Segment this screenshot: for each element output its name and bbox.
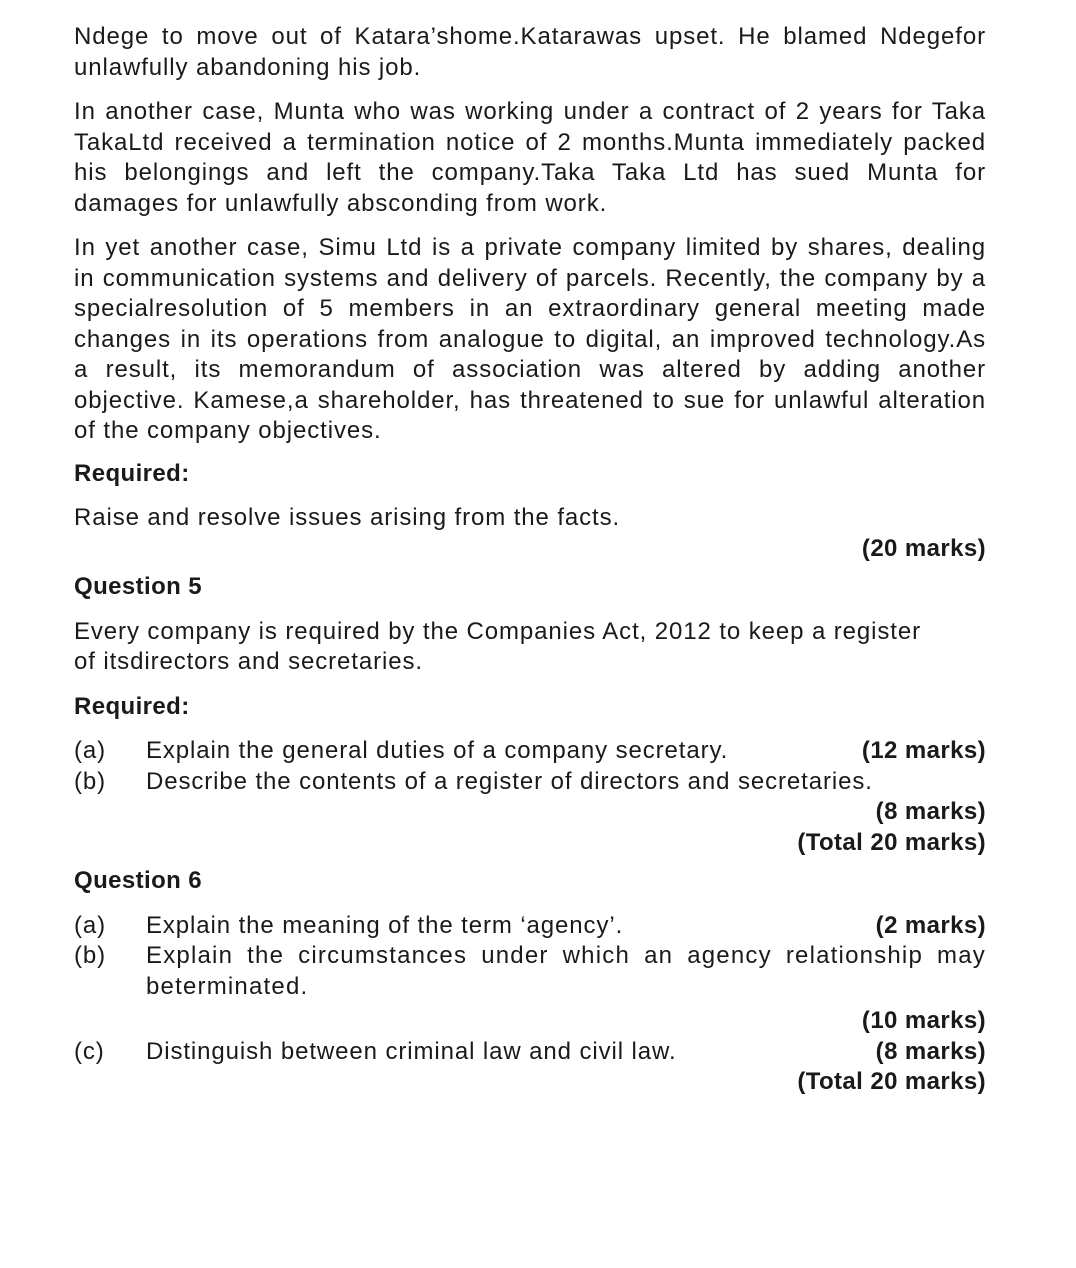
part-text: Explain the general duties of a company secretary. xyxy=(146,737,729,764)
part-text: Explain the meaning of the term ‘agency’. xyxy=(146,911,624,939)
part-text: Distinguish between criminal law and civil law. xyxy=(146,1037,677,1065)
task-text: Raise and resolve issues arising from the facts. xyxy=(74,504,621,531)
question-5-part-a xyxy=(74,736,986,767)
question-5-intro: Every company is required by the Companies Act, 2012 to keep a register of itsdirectors and secretaries. xyxy=(74,617,921,675)
part-text: Describe the contents of a register of directors and secretaries. xyxy=(146,767,873,795)
marks-label: (20 marks) xyxy=(861,534,986,562)
part-marks: (8 marks) xyxy=(875,1037,986,1065)
question-6-part-a xyxy=(74,911,986,942)
question-6-part-c xyxy=(74,1037,986,1068)
exam-page xyxy=(74,22,986,1098)
part-text: Explain the circumstances under which an agency relationship may beterminated. xyxy=(146,942,986,1000)
required-heading: Required: xyxy=(74,459,190,487)
part-marks: (2 marks) xyxy=(875,911,986,939)
part-marks: (8 marks) xyxy=(875,798,986,825)
part-label: (b) xyxy=(74,942,107,969)
question-5-title: Question 5 xyxy=(74,573,203,600)
part-marks: (10 marks) xyxy=(861,1007,986,1034)
part-label: (a) xyxy=(74,911,107,939)
question-6-part-b xyxy=(74,941,986,1002)
case-paragraph-munta: In another case, Munta who was working under a contract of 2 years for Taka TakaLtd received a termination notice of 2 months.Munta immediately packed his belongings and left the company.Taka Taka Ltd has sued Munta for damages for unlawfully absconding from work. xyxy=(74,98,986,217)
question-6-title: Question 6 xyxy=(74,867,203,894)
part-marks: (12 marks) xyxy=(861,737,986,764)
total-marks: (Total 20 marks) xyxy=(797,1068,986,1095)
part-label: (a) xyxy=(74,737,107,764)
case-paragraph-simu: In yet another case, Simu Ltd is a private company limited by shares, dealing in communication systems and delivery of parcels. Recently, the company by a specialresolution of 5 members in an extraordinary general meeting made changes in its operations from analogue to digital, an improved technology.As a result, its memorandum of association was altered by adding another objective. Kamese,a shareholder, has threatened to sue for unlawful alteration of the company objectives. xyxy=(74,234,986,444)
total-marks: (Total 20 marks) xyxy=(797,828,986,856)
part-label: (b) xyxy=(74,767,107,795)
question-5-required: Required: xyxy=(74,692,190,720)
question-5-part-b xyxy=(74,767,986,798)
case-paragraph-ndege: Ndege to move out of Katara’shome.Katarawas upset. He blamed Ndegefor unlawfully abandoning his job. xyxy=(74,23,986,81)
part-label: (c) xyxy=(74,1037,105,1065)
